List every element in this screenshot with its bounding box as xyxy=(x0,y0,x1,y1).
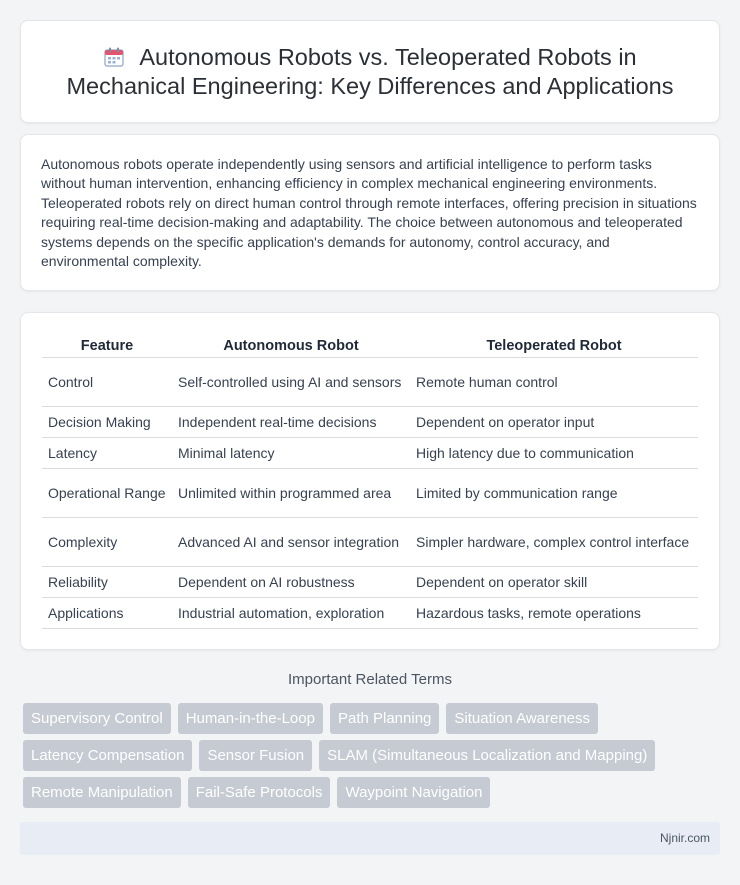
term-tag[interactable]: Situation Awareness xyxy=(446,703,598,734)
cell-feature: Control xyxy=(42,358,172,407)
cell-teleoperated: Limited by communication range xyxy=(410,469,698,518)
term-tag[interactable]: Human-in-the-Loop xyxy=(178,703,323,734)
table-row xyxy=(42,358,698,407)
term-tag[interactable]: Supervisory Control xyxy=(23,703,171,734)
cell-autonomous: Industrial automation, exploration xyxy=(172,598,410,629)
related-terms-heading: Important Related Terms xyxy=(288,671,452,688)
cell-teleoperated: Remote human control xyxy=(410,358,698,407)
cell-feature: Latency xyxy=(42,438,172,469)
footer-bar xyxy=(20,822,720,855)
cell-autonomous: Dependent on AI robustness xyxy=(172,567,410,598)
header-feature: Feature xyxy=(42,333,172,358)
term-tag[interactable]: Sensor Fusion xyxy=(199,740,312,771)
footer-site-link[interactable]: Njnir.com xyxy=(659,831,710,845)
term-tag[interactable]: Path Planning xyxy=(330,703,439,734)
cell-feature: Complexity xyxy=(42,518,172,567)
header-autonomous: Autonomous Robot xyxy=(172,333,410,358)
cell-feature: Decision Making xyxy=(42,407,172,438)
comparison-card xyxy=(20,312,720,650)
page-title-text: Autonomous Robots vs. Teleoperated Robots in Mechanical Engineering: Key Differences and Applications xyxy=(66,43,674,99)
table-row xyxy=(42,518,698,567)
page-title xyxy=(50,43,690,101)
cell-autonomous: Minimal latency xyxy=(172,438,410,469)
cell-feature: Operational Range xyxy=(42,469,172,518)
cell-feature: Reliability xyxy=(42,567,172,598)
term-tag[interactable]: Waypoint Navigation xyxy=(337,777,490,808)
table-row xyxy=(42,567,698,598)
cell-feature: Applications xyxy=(42,598,172,629)
cell-autonomous: Self-controlled using AI and sensors xyxy=(172,358,410,407)
table-row xyxy=(42,438,698,469)
cell-teleoperated: Hazardous tasks, remote operations xyxy=(410,598,698,629)
table-row xyxy=(42,469,698,518)
calendar-icon xyxy=(103,46,125,68)
term-tag[interactable]: Latency Compensation xyxy=(23,740,192,771)
header-teleoperated: Teleoperated Robot xyxy=(410,333,698,358)
intro-paragraph: Autonomous robots operate independently using sensors and artificial intelligence to perform tasks without human intervention, enhancing efficiency in complex mechanical engineering environments. Teleoperated robots rely on direct human control through remote interfaces, offering precision in situations requiring real-time decision-making and adaptability. The choice between autonomous and teleoperated systems depends on the specific application's demands for autonomy, control accuracy, and environmental complexity. xyxy=(41,156,697,270)
cell-autonomous: Unlimited within programmed area xyxy=(172,469,410,518)
term-tag[interactable]: SLAM (Simultaneous Localization and Mapping) xyxy=(319,740,655,771)
intro-card xyxy=(20,134,720,291)
cell-autonomous: Advanced AI and sensor integration xyxy=(172,518,410,567)
term-tag[interactable]: Fail-Safe Protocols xyxy=(188,777,331,808)
cell-teleoperated: Dependent on operator skill xyxy=(410,567,698,598)
title-card xyxy=(20,20,720,123)
term-tag[interactable]: Remote Manipulation xyxy=(23,777,181,808)
comparison-table xyxy=(42,333,698,629)
cell-teleoperated: Simpler hardware, complex control interface xyxy=(410,518,698,567)
cell-teleoperated: Dependent on operator input xyxy=(410,407,698,438)
cell-teleoperated: High latency due to communication xyxy=(410,438,698,469)
table-row xyxy=(42,598,698,629)
table-header-row xyxy=(42,333,698,358)
cell-autonomous: Independent real-time decisions xyxy=(172,407,410,438)
table-row xyxy=(42,407,698,438)
related-terms-list xyxy=(23,703,723,814)
